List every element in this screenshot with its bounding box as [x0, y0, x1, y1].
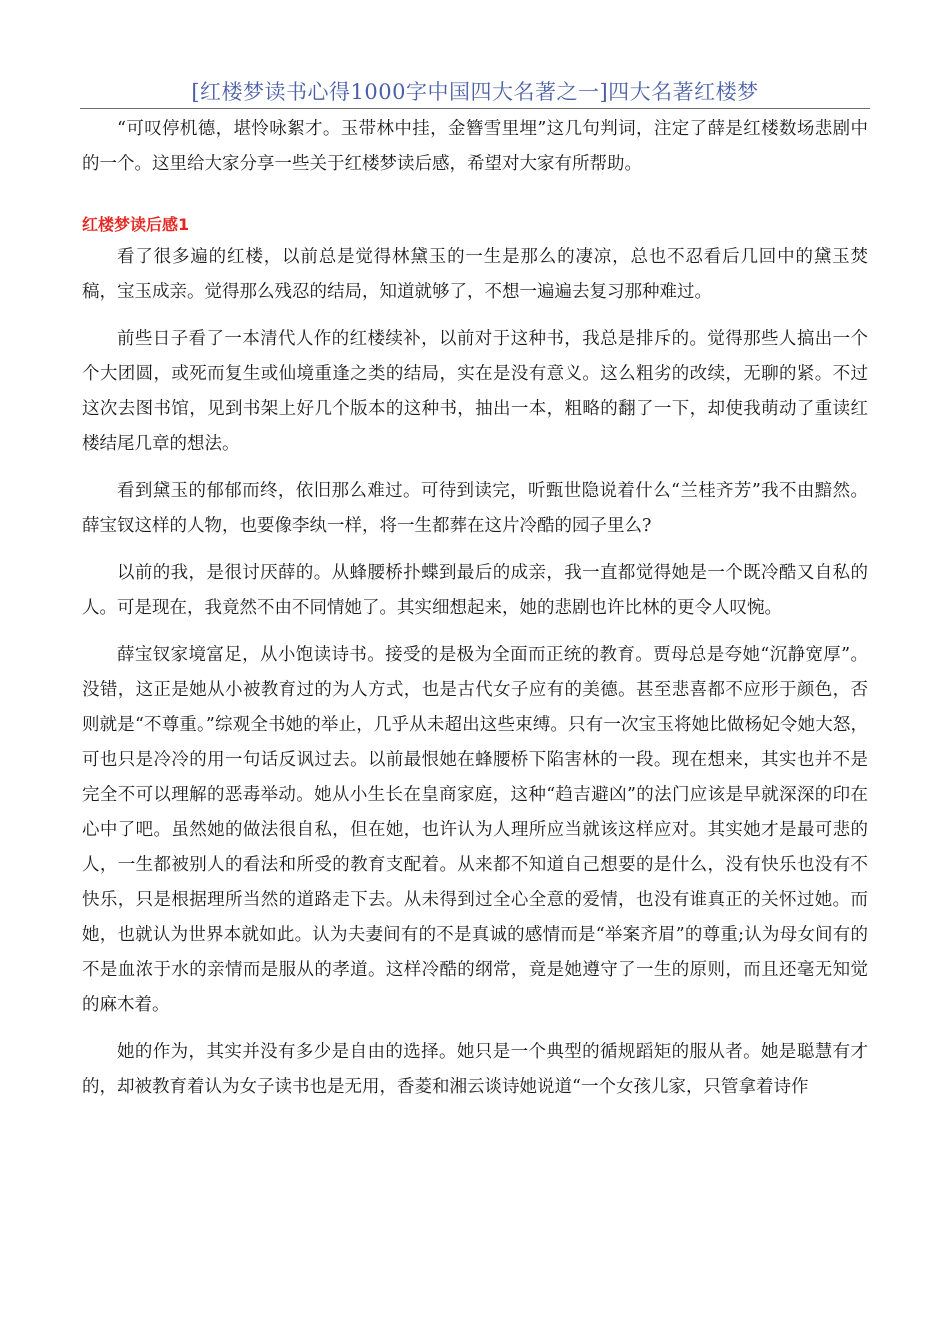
intro-paragraph: “可叹停机德，堪怜咏絮才。玉带林中挂，金簪雪里埋”这几句判词，注定了薛是红楼数场悲剧中的一个。这里给大家分享一些关于红楼梦读后感，希望对大家有所帮助。	[82, 119, 868, 174]
body-paragraph: 薛宝钗家境富足，从小饱读诗书。接受的是极为全面而正统的教育。贾母总是夸她“沉静宽厚”。没错，这正是她从小被教育过的为人方式，也是古代女子应有的美德。甚至悲喜都不应形于颜色，否则就是“不尊重。”综观全书她的举止，几乎从未超出这些束缚。只有一次宝玉将她比做杨妃令她大怒，可也只是冷冷的用一句话反讽过去。以前最恨她在蜂腰桥下陷害林的一段。现在想来，其实也并不是完全不可以理解的恶毒举动。她从小生长在皇商家庭，这种“趋吉避凶”的法门应该是早就深深的印在心中了吧。虽然她的做法很自私，但在她，也许认为人理所应当就该这样应对。其实她才是最可悲的人，一生都被别人的看法和所受的教育支配着。从来都不知道自己想要的是什么，没有快乐也没有不快乐，只是根据理所当然的道路走下去。从未得到过全心全意的爱情，也没有谁真正的关怀过她。而她，也就认为世界本就如此。认为夫妻间有的不是真诚的感情而是“举案齐眉”的尊重;认为母女间有的不是血浓于水的亲情而是服从的孝道。这样冷酷的纲常，竟是她遵守了一生的原则，而且还毫无知觉的麻木着。	[82, 645, 868, 1015]
body-paragraph: 以前的我，是很讨厌薛的。从蜂腰桥扑蝶到最后的成亲，我一直都觉得她是一个既冷酷又自私的人。可是现在，我竟然不由不同情她了。其实细想起来，她的悲剧也许比林的更令人叹惋。	[82, 563, 868, 618]
body-paragraph: 前些日子看了一本清代人作的红楼续补，以前对于这种书，我总是排斥的。觉得那些人搞出一个个大团圆，或死而复生或仙境重逢之类的结局，实在是没有意义。这么粗劣的改续，无聊的紧。不过这次去图书馆，见到书架上好几个版本的这种书，抽出一本，粗略的翻了一下，却使我萌动了重读红楼结尾几章的想法。	[82, 329, 868, 454]
body-paragraph: 她的作为，其实并没有多少是自由的选择。她只是一个典型的循规蹈矩的服从者。她是聪慧有才的，却被教育着认为女子读书也是无用，香菱和湘云谈诗她说道“一个女孩儿家，只管拿着诗作	[82, 1042, 868, 1097]
document-body	[82, 112, 868, 1105]
body-paragraph: 看了很多遍的红楼，以前总是觉得林黛玉的一生是那么的凄凉，总也不忍看后几回中的黛玉焚稿，宝玉成亲。觉得那么残忍的结局，知道就够了，不想一遍遍去复习那种难过。	[82, 247, 868, 302]
body-paragraph: 看到黛玉的郁郁而终，依旧那么难过。可待到读完，听甄世隐说着什么“兰桂齐芳”我不由黯然。薛宝钗这样的人物，也要像李纨一样，将一生都葬在这片冷酷的园子里么?	[82, 481, 868, 536]
section-heading: 红楼梦读后感1	[82, 215, 190, 234]
document-title: [红楼梦读书心得1000字中国四大名著之一]四大名著红楼梦	[191, 80, 759, 104]
header-divider	[80, 108, 870, 109]
